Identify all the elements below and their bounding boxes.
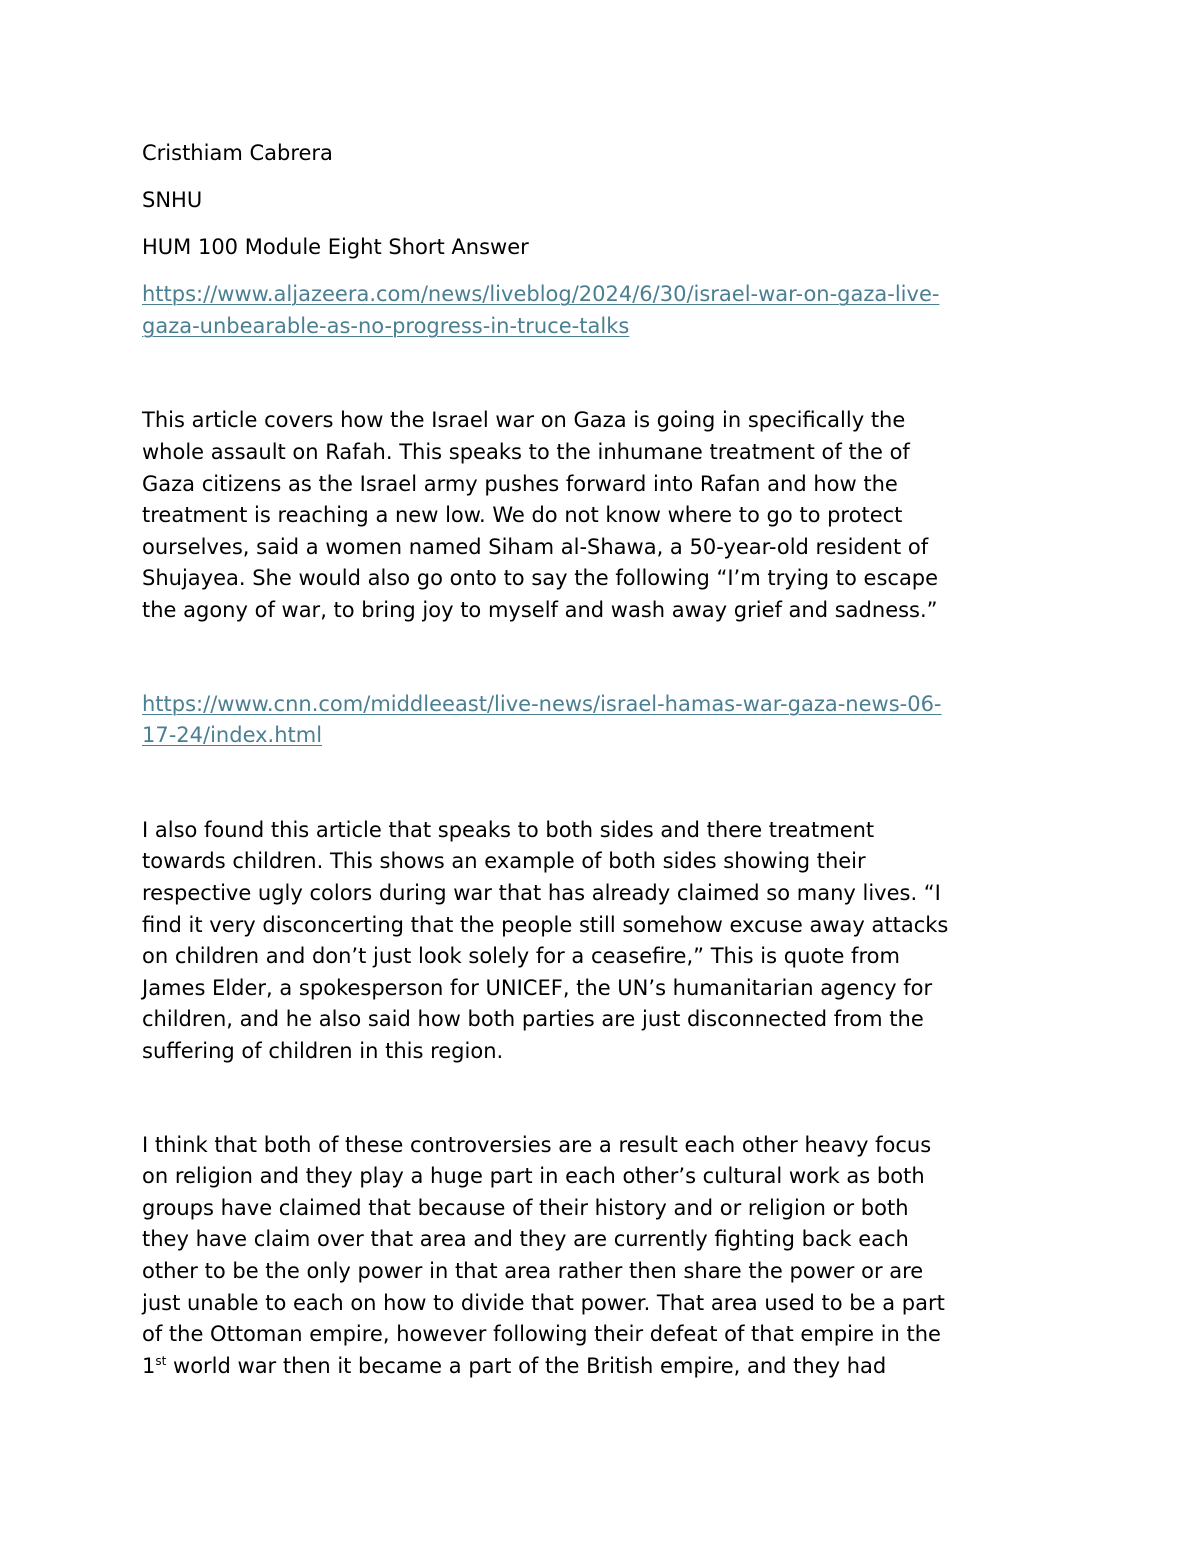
author-name: Cristhiam Cabrera (142, 141, 333, 165)
text-line: ourselves, said a women named Siham al-Shawa, a 50-year-old resident of (142, 534, 929, 559)
ordinal-suffix: st (155, 1353, 167, 1368)
ordinal-number: 1 (142, 1353, 156, 1378)
spacer (142, 1068, 1062, 1130)
text-line: This article covers how the Israel war on Gaza is going in specifically the (142, 408, 906, 433)
text-line: I think that both of these controversies are a result each other heavy focus (142, 1132, 932, 1157)
text-line: on religion and they play a huge part in each other’s cultural work as both (142, 1164, 925, 1189)
link-line: https://www.aljazeera.com/news/liveblog/2024/6/30/israel-war-on-gaza-live- (142, 282, 940, 307)
text-line: respective ugly colors during war that has already claimed so many lives. “I (142, 881, 941, 905)
text-line: suffering of children in this region. (142, 1038, 504, 1063)
text-line: groups have claimed that because of their history and or religion or both (142, 1195, 909, 1220)
text-line: children, and he also said how both parties are just disconnected from the (142, 1007, 924, 1032)
spacer (142, 627, 1062, 689)
text-line: Gaza citizens as the Israel army pushes forward into Rafan and how the (142, 471, 898, 496)
text-line: on children and don’t just look solely for a ceasefire,” This is quote from (142, 944, 900, 969)
paragraph-aljazeera-summary (142, 405, 1062, 626)
text-line-with-superscript (142, 1351, 1062, 1383)
assignment-title: HUM 100 Module Eight Short Answer (142, 235, 529, 260)
link-line: https://www.cnn.com/middleeast/live-news/israel-hamas-war-gaza-news-06- (142, 691, 942, 716)
text-line: they have claim over that area and they are currently fighting back each (142, 1227, 909, 1252)
school-name: SNHU (142, 188, 203, 213)
link-line: gaza-unbearable-as-no-progress-in-truce-talks (142, 313, 630, 338)
line-remainder: world war then it became a part of the British empire, and they had (166, 1353, 887, 1378)
text-line: other to be the only power in that area rather then share the power or are (142, 1258, 924, 1283)
text-line: treatment is reaching a new low. We do not know where to go to protect (142, 503, 903, 528)
text-line: the agony of war, to bring joy to myself and wash away grief and sadness.” (142, 598, 938, 623)
link-line: 17-24/index.html (142, 723, 323, 748)
spacer (142, 342, 1062, 405)
text-line: just unable to each on how to divide that power. That area used to be a part (142, 1290, 945, 1315)
source-link-aljazeera[interactable] (142, 279, 1062, 342)
paragraph-analysis (142, 1130, 1062, 1383)
document-body (142, 138, 1062, 1382)
text-line: Shujayea. She would also go onto to say the following “I’m trying to escape (142, 566, 939, 591)
text-line: of the Ottoman empire, however following their defeat of that empire in the (142, 1322, 941, 1347)
text-line: whole assault on Rafah. This speaks to the inhumane treatment of the of (142, 440, 910, 465)
text-line: find it very disconcerting that the people still somehow excuse away attacks (142, 912, 949, 937)
spacer (142, 752, 1062, 815)
text-line: towards children. This shows an example of both sides showing their (142, 849, 866, 874)
text-line: James Elder, a spokesperson for UNICEF, the UN’s humanitarian agency for (142, 975, 933, 1000)
paragraph-cnn-summary (142, 815, 1062, 1068)
text-line: I also found this article that speaks to both sides and there treatment (142, 817, 875, 842)
source-link-cnn[interactable] (142, 689, 1062, 752)
